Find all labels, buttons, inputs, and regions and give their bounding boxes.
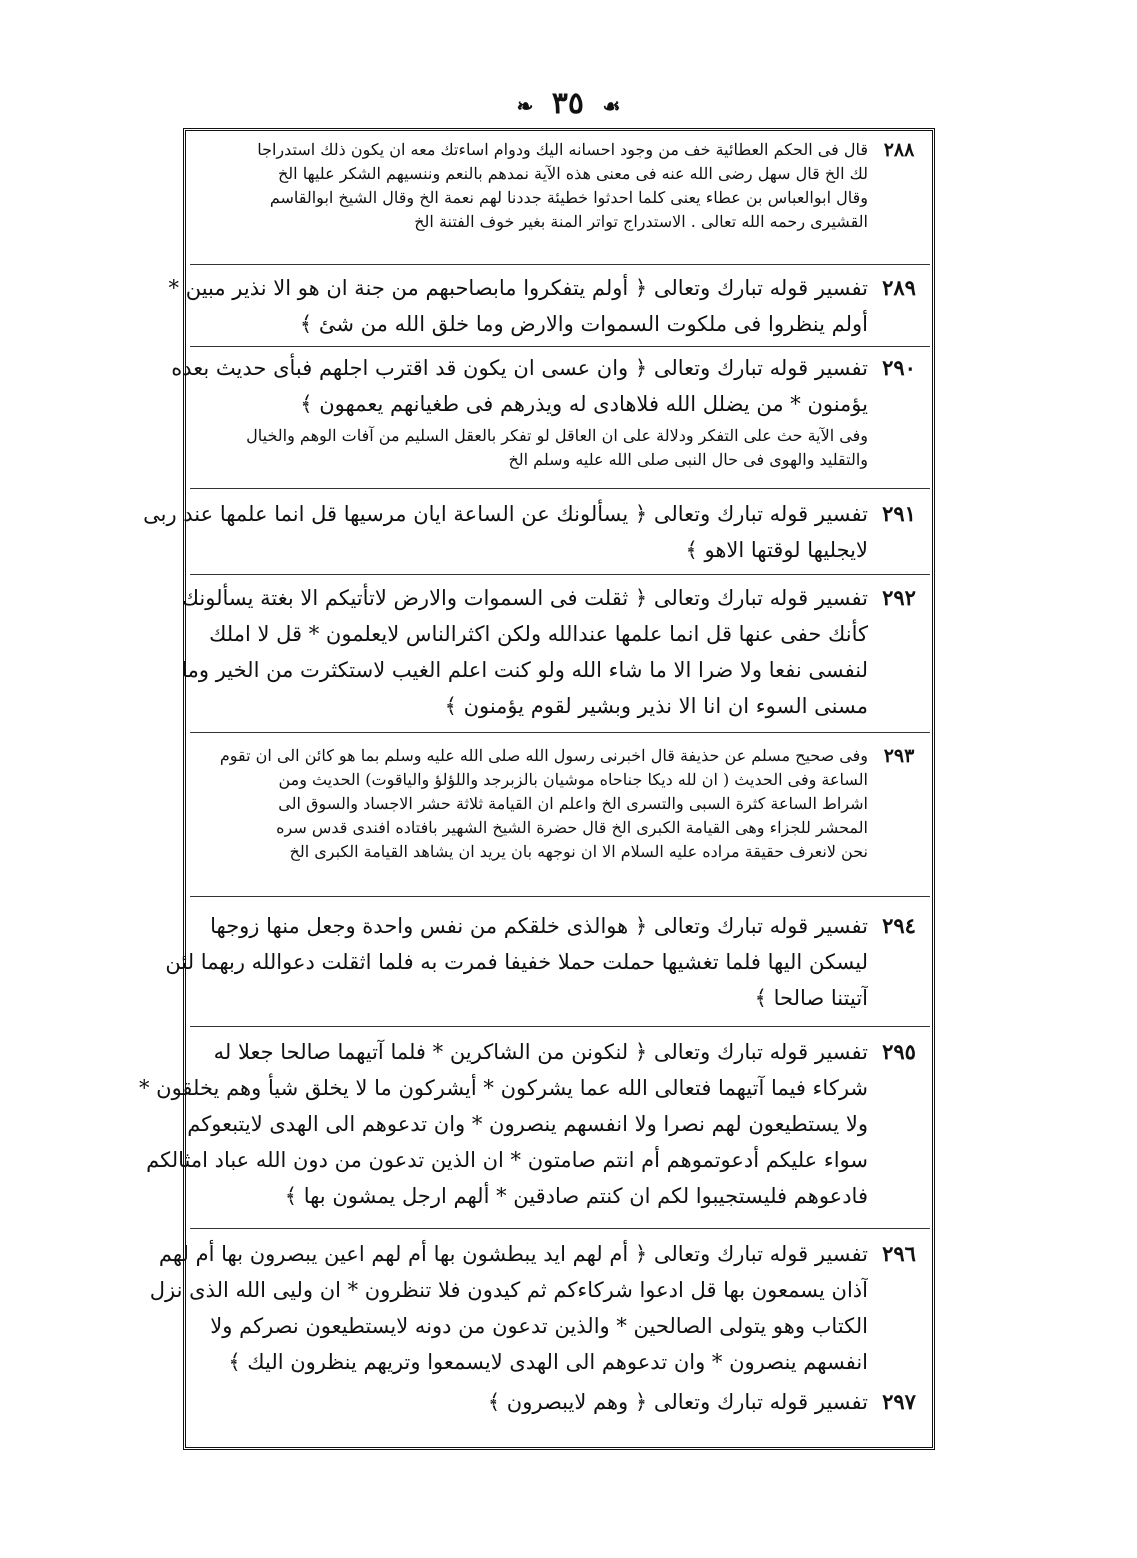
entry-text bbox=[161, 908, 868, 1016]
text-line: تفسير قوله تبارك وتعالى ﴿ أولم يتفكروا مابصاحبهم من جنة ان هو الا نذير مبين * bbox=[168, 276, 868, 300]
entry-text bbox=[190, 744, 868, 864]
entries-container bbox=[138, 136, 930, 1441]
note-line: والتقليد والهوى فى حال النبى صلى الله عليه وسلم الخ bbox=[508, 450, 868, 469]
entry-294 bbox=[165, 908, 930, 1016]
text-line: الساعة وفى الحديث ( ان لله ديكا جناحاه موشيان بالزبرجد واللؤلؤ والياقوت) الحديث ومن bbox=[278, 770, 868, 789]
entry-291 bbox=[143, 496, 930, 568]
entry-number: ٢٩٣ bbox=[883, 745, 915, 767]
text-line: تفسير قوله تبارك وتعالى ﴿ هوالذى خلقكم من نفس واحدة وجعل منها زوجها bbox=[210, 914, 868, 938]
entry-288 bbox=[190, 138, 930, 234]
text-line: قال فى الحكم العطائية خف من وجود احسانه اليك ودوام اساءتك معه ان يكون ذلك استدراجا bbox=[257, 140, 868, 159]
entry-number: ٢٨٨ bbox=[883, 139, 915, 161]
entry-number: ٢٩١ bbox=[882, 501, 916, 526]
entry-292 bbox=[181, 580, 930, 724]
text-line: لك الخ قال سهل رضى الله عنه فى معنى هذه الآية نمدهم بالنعم وننسيهم الشكر عليها الخ bbox=[277, 164, 868, 183]
entry-text bbox=[167, 350, 868, 472]
ornament-right-icon: ☙ bbox=[602, 94, 621, 118]
entry-296 bbox=[149, 1236, 930, 1380]
separator-line bbox=[190, 488, 930, 489]
text-line: سواء عليكم أدعوتموهم أم انتم صامتون * ان الذين تدعون من دون الله عباد امثالكم bbox=[146, 1148, 868, 1172]
text-line: أولم ينظروا فى ملكوت السموات والارض وما خلق الله من شئ ﴾ bbox=[299, 312, 868, 336]
separator-line bbox=[190, 264, 930, 265]
entry-text bbox=[139, 496, 868, 568]
text-line: فادعوهم فليستجيبوا لكم ان كنتم صادقين * ألهم ارجل يمشون بها ﴾ bbox=[284, 1184, 868, 1208]
text-line: لنفسى نفعا ولا ضرا الا ما شاء الله ولو كنت اعلم الغيب لاستكثرت من الخير وما bbox=[181, 658, 868, 682]
text-line: وقال ابوالعباس بن عطاء يعنى كلما احدثوا خطيئة جددنا لهم نعمة الخ وقال الشيخ ابوالقاسم bbox=[269, 188, 868, 207]
text-line: القشيرى رحمه الله تعالى . الاستدراج تواتر المنة بغير خوف الفتنة الخ bbox=[414, 212, 868, 231]
text-line: تفسير قوله تبارك وتعالى ﴿ وان عسى ان يكون قد اقترب اجلهم فبأى حديث بعده bbox=[171, 356, 868, 380]
text-line: شركاء فيما آتيهما فتعالى الله عما يشركون * أيشركون ما لا يخلق شيأ وهم يخلقون * bbox=[138, 1076, 868, 1100]
text-line: لايجليها لوقتها الاهو ﴾ bbox=[685, 538, 868, 562]
text-line: تفسير قوله تبارك وتعالى ﴿ أم لهم ايد يبطشون بها أم لهم اعين يبصرون بها أم لهم bbox=[158, 1242, 868, 1266]
text-line: يؤمنون * من يضلل الله فلاهادى له ويذرهم فى طغيانهم يعمهون ﴾ bbox=[300, 392, 868, 416]
entry-text bbox=[165, 270, 868, 342]
separator-line bbox=[190, 574, 930, 575]
text-line: آذان يسمعون بها قل ادعوا شركاءكم ثم كيدون فلا تنظرون * ان وليى الله الذى نزل bbox=[149, 1278, 868, 1302]
note-line: وفى الآية حث على التفكر ودلالة على ان العاقل لو تفكر بالعقل السليم من آفات الوهم والخيال bbox=[246, 426, 868, 445]
entry-297 bbox=[190, 1384, 930, 1420]
page-number-text: ٣٥ bbox=[551, 86, 585, 121]
entry-text bbox=[135, 1034, 868, 1214]
entry-text bbox=[146, 1236, 868, 1380]
text-line: آتيتنا صالحا ﴾ bbox=[754, 986, 868, 1010]
entry-295 bbox=[138, 1034, 930, 1214]
text-line: مسنى السوء ان انا الا نذير وبشير لقوم يؤمنون ﴾ bbox=[444, 694, 868, 718]
separator-line bbox=[190, 1228, 930, 1229]
entry-text bbox=[190, 138, 868, 234]
entry-text bbox=[190, 1384, 868, 1420]
text-line: ولا يستطيعون لهم نصرا ولا انفسهم ينصرون * وان تدعوهم الى الهدى لايتبعوكم bbox=[187, 1112, 868, 1136]
entry-number: ٢٩٦ bbox=[882, 1241, 916, 1266]
text-line: اشراط الساعة كثرة السبى والتسرى الخ واعلم ان القيامة ثلاثة حشر الاجساد والسوق الى bbox=[278, 794, 868, 813]
text-line: الكتاب وهو يتولى الصالحين * والذين تدعون من دونه لايستطيعون نصركم ولا bbox=[210, 1314, 868, 1338]
text-line: نحن لانعرف حقيقة مراده عليه السلام الا ان نوجهه بان يريد ان يشاهد القيامة الكبرى الخ bbox=[289, 842, 868, 861]
separator-line bbox=[190, 732, 930, 733]
entry-number: ٢٩٥ bbox=[882, 1039, 916, 1064]
text-line: كأنك حفى عنها قل انما علمها عندالله ولكن اكثرالناس لايعلمون * قل لا املك bbox=[209, 622, 868, 646]
text-line: انفسهم ينصرون * وان تدعوهم الى الهدى لايسمعوا وتريهم ينظرون اليك ﴾ bbox=[228, 1350, 868, 1374]
entry-text bbox=[177, 580, 868, 724]
entry-number: ٢٨٩ bbox=[882, 275, 916, 300]
text-line: المحشر للجزاء وهى القيامة الكبرى الخ قال حضرة الشيخ الشهير بافتاده افندى قدس سره bbox=[276, 818, 868, 837]
entry-number: ٢٩٧ bbox=[882, 1389, 916, 1414]
text-line: وفى صحيح مسلم عن حذيفة قال اخبرنى رسول الله صلى الله عليه وسلم بما هو كائن الى ان تقوم bbox=[219, 746, 868, 765]
text-line: ليسكن اليها فلما تغشيها حملت حملا خفيفا فمرت به فلما اثقلت دعوالله ربهما لئن bbox=[165, 950, 868, 974]
entry-290 bbox=[171, 350, 930, 472]
separator-line bbox=[190, 1026, 930, 1027]
entry-number: ٢٩٠ bbox=[882, 355, 916, 380]
entry-289 bbox=[168, 270, 930, 342]
entry-number: ٢٩٤ bbox=[882, 913, 916, 938]
entry-number: ٢٩٢ bbox=[882, 585, 916, 610]
text-line: تفسير قوله تبارك وتعالى ﴿ لنكونن من الشاكرين * فلما آتيهما صالحا جعلا له bbox=[213, 1040, 868, 1064]
separator-line bbox=[190, 346, 930, 347]
text-line: تفسير قوله تبارك وتعالى ﴿ يسألونك عن الساعة ايان مرسيها قل انما علمها عند ربى bbox=[143, 502, 868, 526]
text-line: تفسير قوله تبارك وتعالى ﴿ وهم لايبصرون ﴾ bbox=[487, 1390, 868, 1414]
page-number bbox=[0, 86, 1137, 121]
text-line: تفسير قوله تبارك وتعالى ﴿ ثقلت فى السموات والارض لاتأتيكم الا بغتة يسألونك bbox=[181, 586, 868, 610]
entry-293 bbox=[190, 744, 930, 864]
separator-line bbox=[190, 896, 930, 897]
ornament-left-icon: ❧ bbox=[516, 94, 534, 118]
